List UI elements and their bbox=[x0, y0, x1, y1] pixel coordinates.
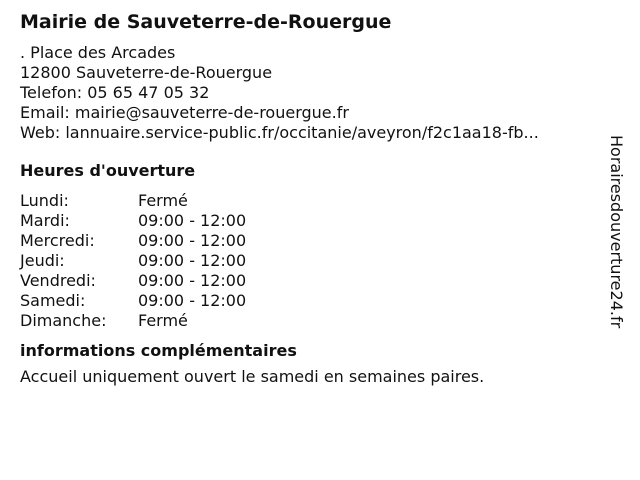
day-label: Dimanche: bbox=[20, 311, 107, 330]
day-label: Vendredi: bbox=[20, 271, 96, 290]
street-address: . Place des Arcades bbox=[20, 43, 176, 62]
day-label: Mardi: bbox=[20, 211, 70, 230]
additional-info-heading: informations complémentaires bbox=[20, 341, 297, 360]
day-hours: 09:00 - 12:00 bbox=[138, 291, 247, 310]
hours-row-lundi bbox=[20, 191, 600, 211]
day-hours: 09:00 - 12:00 bbox=[138, 271, 247, 290]
email-address: Email: mairie@sauveterre-de-rouergue.fr bbox=[20, 103, 349, 122]
day-label: Lundi: bbox=[20, 191, 69, 210]
hours-row-mercredi bbox=[20, 231, 600, 251]
page-title: Mairie de Sauveterre-de-Rouergue bbox=[20, 11, 392, 33]
day-label: Mercredi: bbox=[20, 231, 95, 250]
day-hours: Fermé bbox=[138, 191, 188, 210]
business-card bbox=[20, 10, 600, 387]
day-label: Samedi: bbox=[20, 291, 86, 310]
additional-info-text: Accueil uniquement ouvert le samedi en semaines paires. bbox=[20, 367, 485, 386]
site-watermark: Horairesdouverture24.fr bbox=[607, 135, 626, 329]
hours-row-vendredi bbox=[20, 271, 600, 291]
opening-hours-heading: Heures d'ouverture bbox=[20, 161, 196, 180]
phone-number: Telefon: 05 65 47 05 32 bbox=[20, 83, 210, 102]
city-address: 12800 Sauveterre-de-Rouergue bbox=[20, 63, 273, 82]
day-hours: 09:00 - 12:00 bbox=[138, 251, 247, 270]
address-block bbox=[20, 43, 600, 143]
hours-row-samedi bbox=[20, 291, 600, 311]
hours-row-mardi bbox=[20, 211, 600, 231]
day-label: Jeudi: bbox=[20, 251, 65, 270]
opening-hours-table bbox=[20, 191, 600, 331]
website-url: Web: lannuaire.service-public.fr/occitanie/aveyron/f2c1aa18-fb... bbox=[20, 123, 539, 142]
day-hours: 09:00 - 12:00 bbox=[138, 231, 247, 250]
hours-row-dimanche bbox=[20, 311, 600, 331]
day-hours: 09:00 - 12:00 bbox=[138, 211, 247, 230]
day-hours: Fermé bbox=[138, 311, 188, 330]
hours-row-jeudi bbox=[20, 251, 600, 271]
